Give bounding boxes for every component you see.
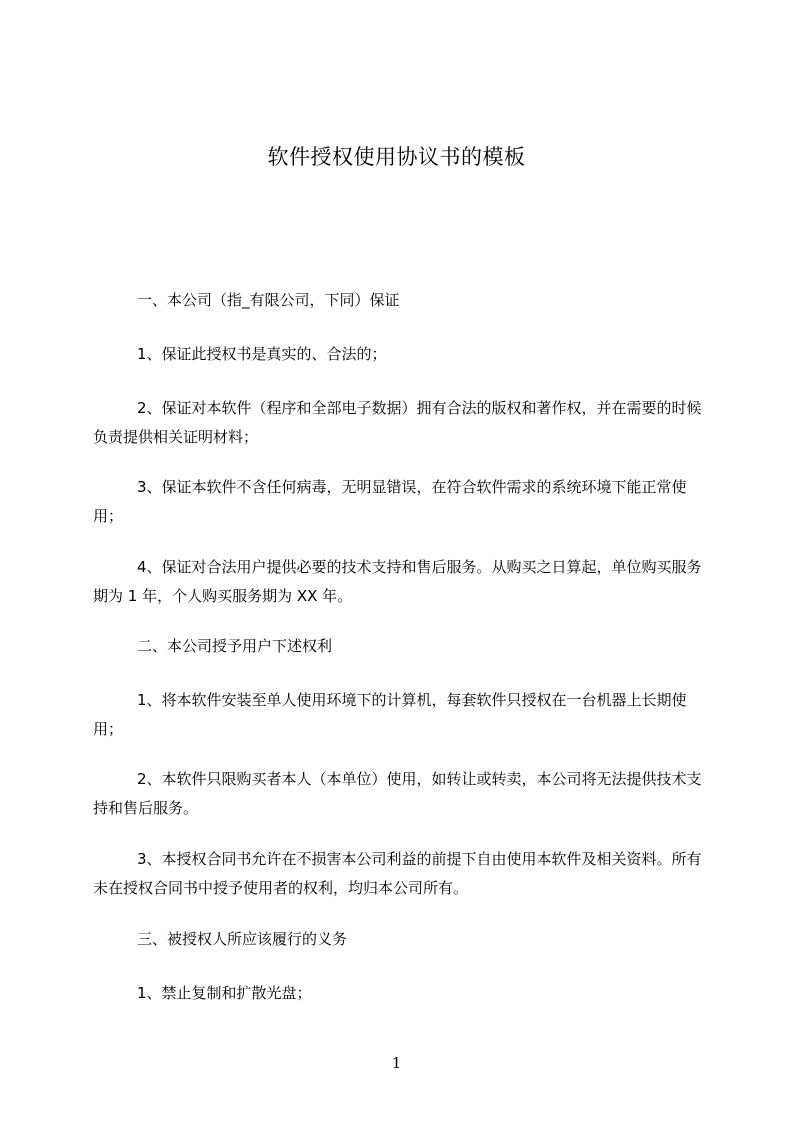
paragraph-2-1: 1、将本软件安装至单人使用环境下的计算机，每套软件只授权在一台机器上长期使用；: [93, 691, 687, 738]
section-1-heading: 一、本公司（指_有限公司，下同）保证: [137, 291, 400, 309]
paragraph-1-2: 2、保证对本软件（程序和全部电子数据）拥有合法的版权和著作权，并在需要的时候负责提供相关证明材料；: [93, 399, 702, 446]
paragraph-1-3: 3、保证本软件不含任何病毒，无明显错误，在符合软件需求的系统环境下能正常使用；: [93, 478, 687, 525]
section-3-heading: 三、被授权人所应该履行的义务: [137, 930, 348, 948]
paragraph-3-1: 1、禁止复制和扩散光盘；: [137, 984, 312, 1002]
paragraph-1-1: 1、保证此授权书是真实的、合法的；: [137, 345, 387, 363]
section-2-heading: 二、本公司授予用户下述权利: [137, 637, 333, 655]
paragraph-1-4: 4、保证对合法用户提供必要的技术支持和售后服务。从购买之日算起，单位购买服务期为 1 年，个人购买服务期为 XX 年。: [93, 558, 702, 605]
page-number: 1: [391, 1054, 402, 1072]
paragraph-2-3: 3、本授权合同书允许在不损害本公司利益的前提下自由使用本软件及相关资料。所有未在授权合同书中授予使用者的权利，均归本公司所有。: [93, 850, 702, 897]
document-title: 软件授权使用协议书的模板: [267, 145, 526, 169]
paragraph-2-2: 2、本软件只限购买者本人（本单位）使用，如转让或转卖，本公司将无法提供技术支持和售后服务。: [93, 770, 702, 817]
